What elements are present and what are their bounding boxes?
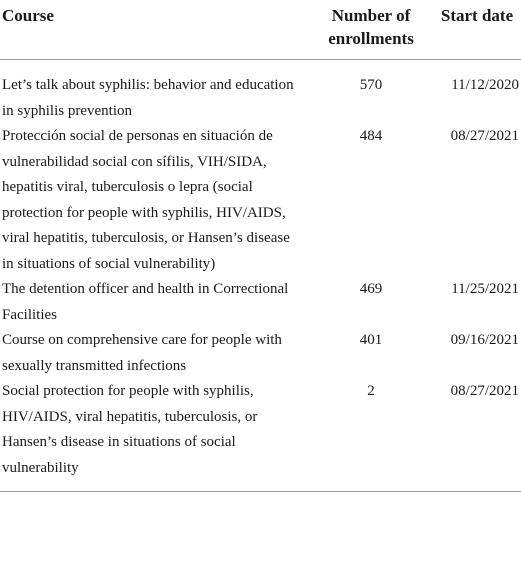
cell-enrollments: 2 xyxy=(308,379,434,492)
cell-course: Course on comprehensive care for people with sexually transmitted infections xyxy=(2,332,282,374)
cell-enrollments: 469 xyxy=(359,281,383,297)
cell-start-date: 08/27/2021 xyxy=(450,128,519,144)
cell-enrollments: 570 xyxy=(359,77,383,93)
table-row xyxy=(0,124,521,277)
header-course: Course xyxy=(0,0,308,60)
cell-course: Protección social de personas en situación de vulnerabilidad social con sífilis, VIH/SIDA, hepatitis viral, tuberculosis o lepra (social protection for people with syphilis, HIV/AIDS, viral hepatitis, tuberculosis, or Hansen’s disease in situations of social vulnerability) xyxy=(2,128,290,272)
table-row xyxy=(0,379,521,492)
cell-start-date: 11/25/2021 xyxy=(451,281,519,297)
cell-start-date: 11/12/2020 xyxy=(451,77,519,93)
cell-start-date: 08/27/2021 xyxy=(434,379,521,492)
table-row xyxy=(0,328,521,379)
table-row xyxy=(0,277,521,328)
header-enrollments: Number of enrollments xyxy=(308,0,434,60)
table-header xyxy=(0,0,521,60)
cell-enrollments: 401 xyxy=(359,332,383,348)
cell-enrollments: 484 xyxy=(359,128,383,144)
cell-course: The detention officer and health in Correctional Facilities xyxy=(2,281,289,323)
cell-start-date: 09/16/2021 xyxy=(450,332,519,348)
header-row xyxy=(0,0,521,60)
cell-course: Social protection for people with syphilis, HIV/AIDS, viral hepatitis, tuberculosis, or Hansen’s disease in situations of social vulnerability xyxy=(0,379,308,492)
cell-course: Let’s talk about syphilis: behavior and education in syphilis prevention xyxy=(2,77,294,119)
header-start-date: Start date xyxy=(434,0,521,60)
table-row xyxy=(0,60,521,125)
table-body xyxy=(0,60,521,492)
